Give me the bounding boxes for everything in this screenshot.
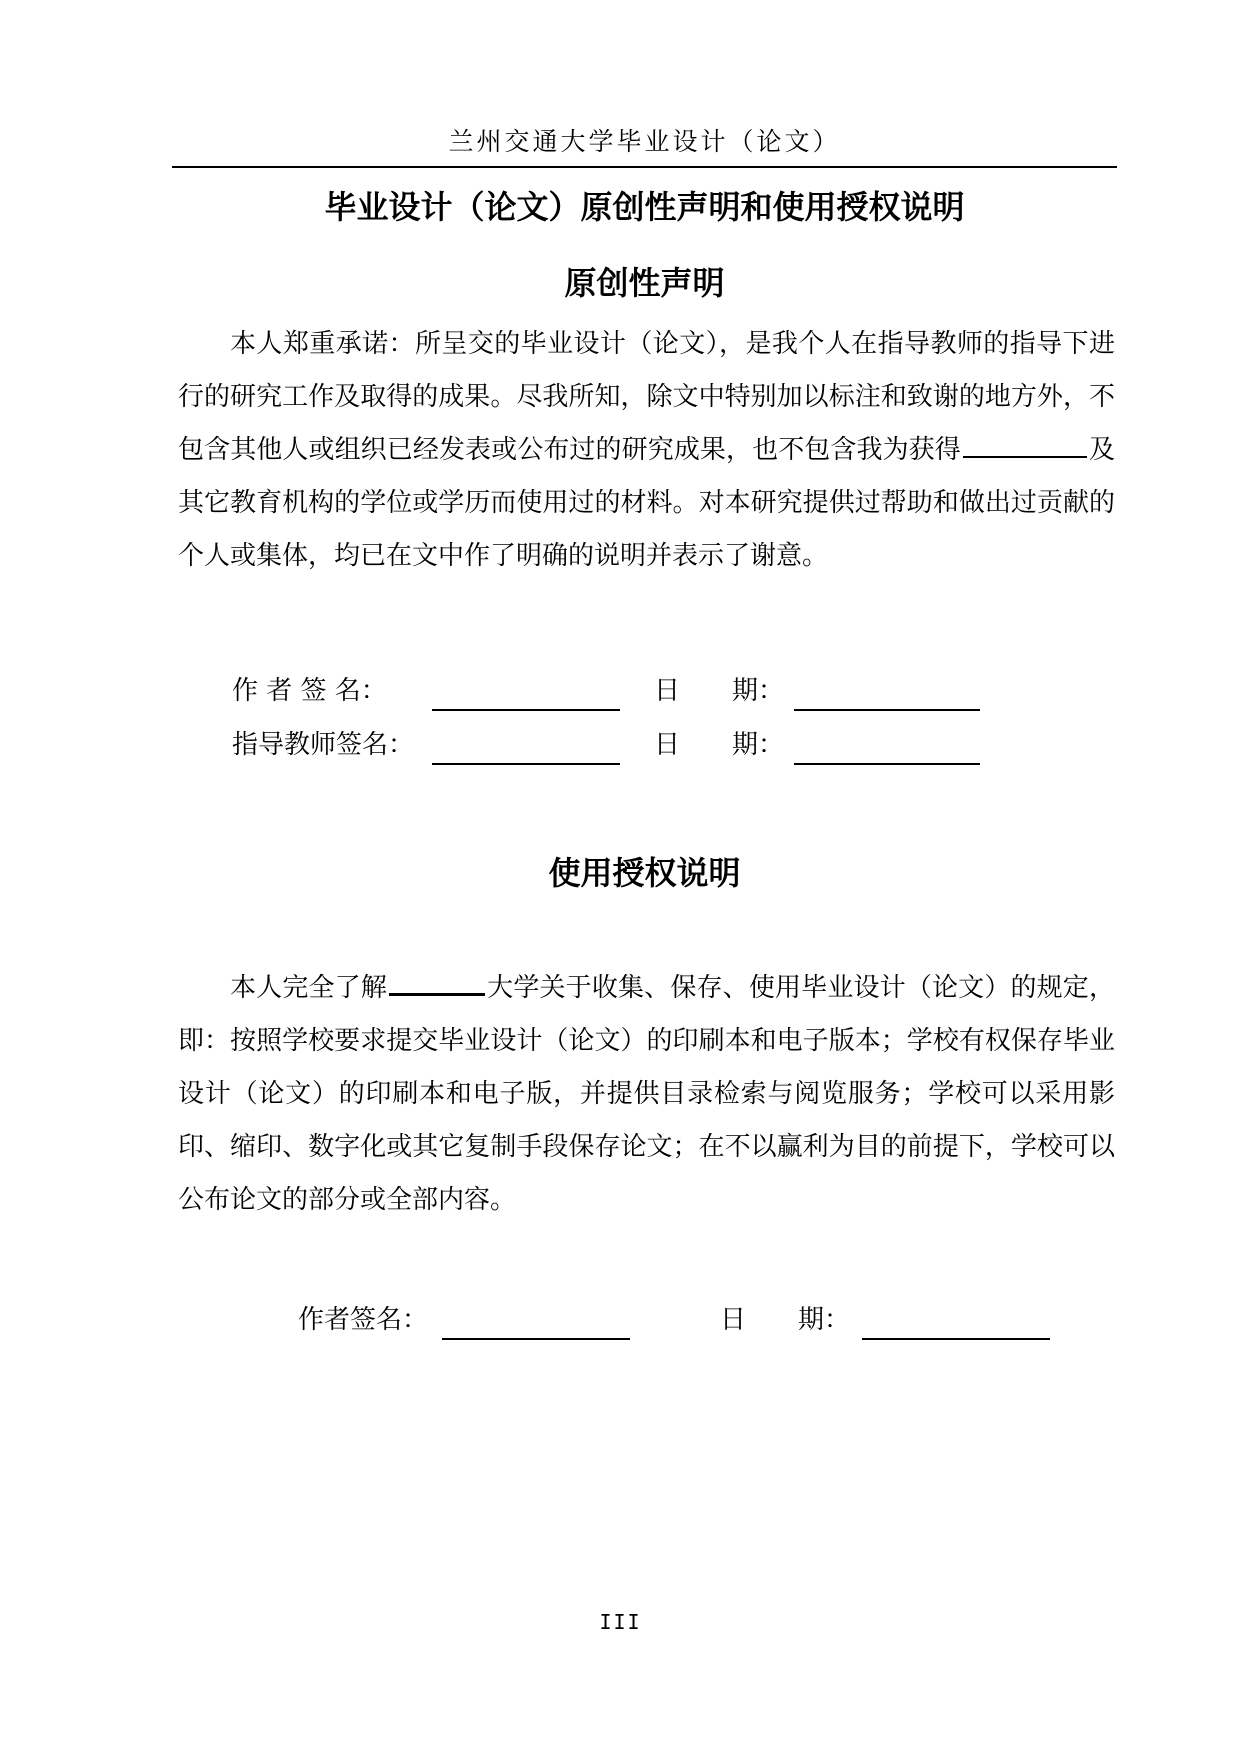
authorization-statement <box>178 962 1115 1227</box>
authorization-text-part2: 大学关于收集、保存、使用毕业设计（论文）的规定，即：按照学校要求提交毕业设计（论文）的印刷本和电子版本；学校有权保存毕业设计（论文）的印刷本和电子版，并提供目录检索与阅览服务；学校可以采用影印、缩印、数字化或其它复制手段保存论文；在不以赢利为目的前提下，学校可以公布论文的部分或全部内容。 <box>178 973 1115 1215</box>
author-signature-row <box>232 671 620 711</box>
header-rule <box>172 166 1117 168</box>
originality-heading: 原创性声明 <box>564 264 725 302</box>
author-date-label: 日 期： <box>654 676 785 706</box>
running-header: 兰州交通大学毕业设计（论文） <box>448 127 841 156</box>
originality-text-part2: 及其它教育机构的学位或学历而使用过的材料。对本研究提供过帮助和做出过贡献的个人或集体，均已在文中作了明确的说明并表示了谢意。 <box>178 435 1115 571</box>
authorization-signature-line[interactable] <box>442 1308 630 1340</box>
university-blank[interactable] <box>389 967 485 996</box>
author-date-line[interactable] <box>794 679 980 711</box>
authorization-date-row <box>720 1300 1050 1340</box>
advisor-signature-label: 指导教师签名： <box>232 730 415 760</box>
advisor-date-line[interactable] <box>794 733 980 765</box>
author-signature-label: 作 者 签 名： <box>232 676 387 706</box>
authorization-signature-row <box>298 1300 630 1340</box>
authorization-text-part1: 本人完全了解 <box>230 973 387 1003</box>
originality-statement <box>178 318 1115 583</box>
authorization-heading: 使用授权说明 <box>548 854 741 892</box>
advisor-signature-line[interactable] <box>432 733 620 765</box>
originality-text-part1: 本人郑重承诺：所呈交的毕业设计（论文），是我个人在指导教师的指导下进行的研究工作及取得的成果。尽我所知，除文中特别加以标注和致谢的地方外，不包含其他人或组织已经发表或公布过的研究成果，也不包含我为获得 <box>178 329 1115 465</box>
advisor-signature-row <box>232 725 620 765</box>
page-title: 毕业设计（论文）原创性声明和使用授权说明 <box>324 188 965 226</box>
author-date-row <box>654 671 980 711</box>
page-number: III <box>599 1610 642 1634</box>
advisor-date-row <box>654 725 980 765</box>
author-signature-line[interactable] <box>432 679 620 711</box>
advisor-date-label: 日 期： <box>654 730 785 760</box>
institution-blank[interactable] <box>963 430 1087 458</box>
authorization-date-label: 日 期： <box>720 1305 851 1335</box>
authorization-signature-label: 作者签名： <box>298 1305 429 1335</box>
authorization-date-line[interactable] <box>862 1308 1050 1340</box>
